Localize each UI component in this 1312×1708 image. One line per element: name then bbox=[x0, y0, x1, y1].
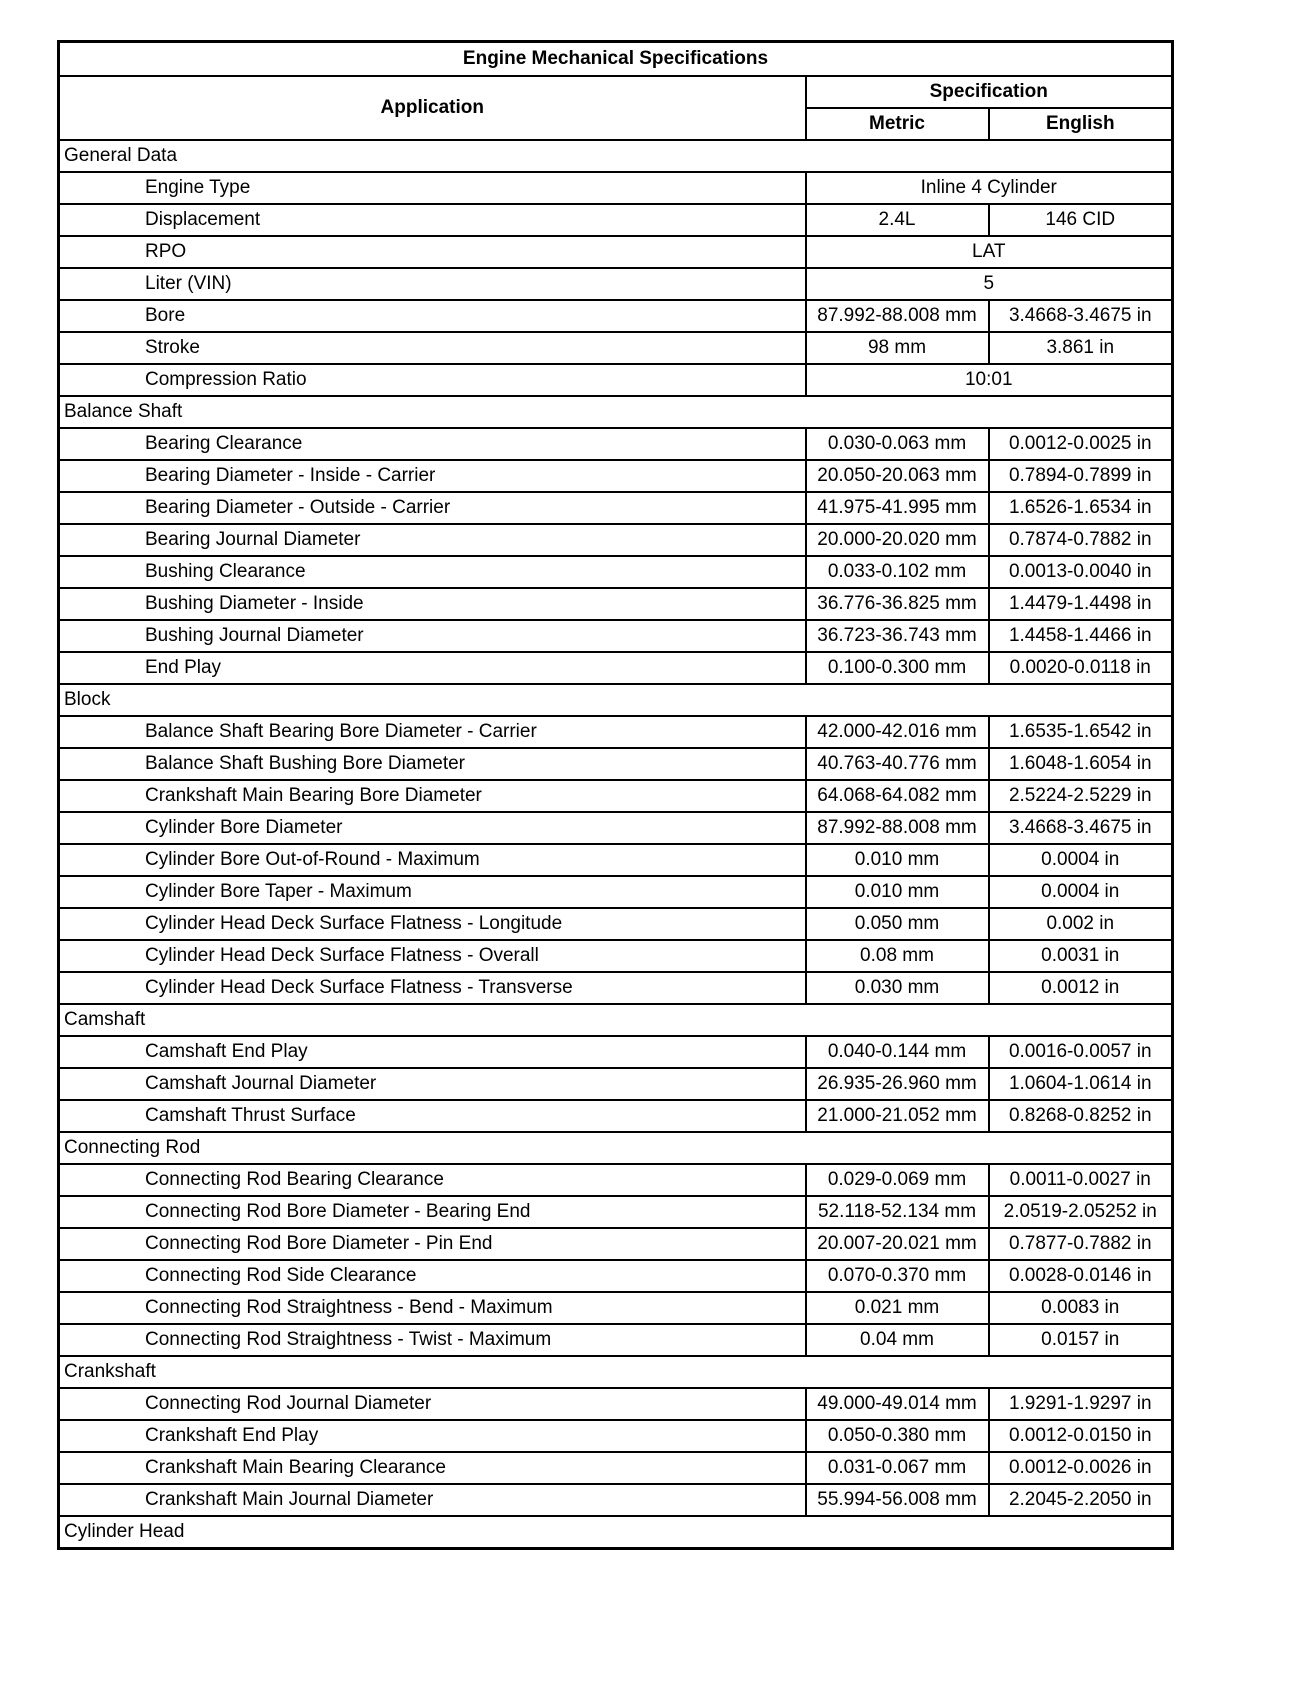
spec-label: Camshaft Thrust Surface bbox=[59, 1100, 806, 1132]
section-heading: Cylinder Head bbox=[59, 1516, 1173, 1549]
spec-value-english: 0.0020-0.0118 in bbox=[989, 652, 1173, 684]
metric-header: Metric bbox=[806, 108, 989, 140]
table-header bbox=[59, 42, 1173, 141]
spec-value-english: 3.4668-3.4675 in bbox=[989, 300, 1173, 332]
spec-value-english: 0.0083 in bbox=[989, 1292, 1173, 1324]
spec-label: Connecting Rod Side Clearance bbox=[59, 1260, 806, 1292]
spec-value-metric: 0.070-0.370 mm bbox=[806, 1260, 989, 1292]
table-row bbox=[59, 1452, 1173, 1484]
spec-value-combined: 5 bbox=[806, 268, 1173, 300]
spec-label: Cylinder Head Deck Surface Flatness - Transverse bbox=[59, 972, 806, 1004]
table-row bbox=[59, 492, 1173, 524]
spec-value-english: 2.5224-2.5229 in bbox=[989, 780, 1173, 812]
table-row bbox=[59, 620, 1173, 652]
spec-value-english: 0.002 in bbox=[989, 908, 1173, 940]
spec-label: Bushing Clearance bbox=[59, 556, 806, 588]
spec-label: End Play bbox=[59, 652, 806, 684]
spec-value-metric: 36.776-36.825 mm bbox=[806, 588, 989, 620]
spec-label: Camshaft Journal Diameter bbox=[59, 1068, 806, 1100]
spec-value-combined: LAT bbox=[806, 236, 1173, 268]
table-row bbox=[59, 1036, 1173, 1068]
spec-value-metric: 41.975-41.995 mm bbox=[806, 492, 989, 524]
section-row bbox=[59, 1356, 1173, 1388]
spec-value-english: 0.0012 in bbox=[989, 972, 1173, 1004]
table-row bbox=[59, 268, 1173, 300]
table-row bbox=[59, 236, 1173, 268]
spec-value-metric: 0.030-0.063 mm bbox=[806, 428, 989, 460]
spec-value-english: 0.7874-0.7882 in bbox=[989, 524, 1173, 556]
table-row bbox=[59, 844, 1173, 876]
spec-label: Bearing Diameter - Inside - Carrier bbox=[59, 460, 806, 492]
spec-label: Connecting Rod Bore Diameter - Bearing End bbox=[59, 1196, 806, 1228]
spec-label: RPO bbox=[59, 236, 806, 268]
section-heading: Balance Shaft bbox=[59, 396, 1173, 428]
spec-value-metric: 87.992-88.008 mm bbox=[806, 300, 989, 332]
spec-value-metric: 98 mm bbox=[806, 332, 989, 364]
spec-value-english: 0.7894-0.7899 in bbox=[989, 460, 1173, 492]
section-heading: Camshaft bbox=[59, 1004, 1173, 1036]
spec-value-english: 1.4479-1.4498 in bbox=[989, 588, 1173, 620]
table-row bbox=[59, 876, 1173, 908]
spec-label: Liter (VIN) bbox=[59, 268, 806, 300]
english-header: English bbox=[989, 108, 1173, 140]
spec-value-english: 0.0012-0.0026 in bbox=[989, 1452, 1173, 1484]
spec-value-metric: 52.118-52.134 mm bbox=[806, 1196, 989, 1228]
spec-label: Crankshaft Main Bearing Bore Diameter bbox=[59, 780, 806, 812]
table-row bbox=[59, 748, 1173, 780]
spec-value-english: 2.0519-2.05252 in bbox=[989, 1196, 1173, 1228]
table-row bbox=[59, 812, 1173, 844]
spec-label: Bearing Diameter - Outside - Carrier bbox=[59, 492, 806, 524]
table-row bbox=[59, 908, 1173, 940]
table-row bbox=[59, 1196, 1173, 1228]
spec-value-metric: 0.08 mm bbox=[806, 940, 989, 972]
spec-value-metric: 0.029-0.069 mm bbox=[806, 1164, 989, 1196]
section-heading: General Data bbox=[59, 140, 1173, 172]
spec-value-metric: 55.994-56.008 mm bbox=[806, 1484, 989, 1516]
spec-value-metric: 26.935-26.960 mm bbox=[806, 1068, 989, 1100]
spec-value-combined: Inline 4 Cylinder bbox=[806, 172, 1173, 204]
spec-value-metric: 0.021 mm bbox=[806, 1292, 989, 1324]
spec-value-metric: 0.030 mm bbox=[806, 972, 989, 1004]
spec-value-metric: 20.050-20.063 mm bbox=[806, 460, 989, 492]
spec-value-english: 1.6535-1.6542 in bbox=[989, 716, 1173, 748]
spec-label: Connecting Rod Straightness - Twist - Maximum bbox=[59, 1324, 806, 1356]
spec-value-metric: 20.007-20.021 mm bbox=[806, 1228, 989, 1260]
section-row bbox=[59, 140, 1173, 172]
spec-value-english: 3.4668-3.4675 in bbox=[989, 812, 1173, 844]
spec-value-english: 0.0004 in bbox=[989, 844, 1173, 876]
spec-value-english: 146 CID bbox=[989, 204, 1173, 236]
table-row bbox=[59, 972, 1173, 1004]
table-row bbox=[59, 172, 1173, 204]
header-row-1 bbox=[59, 76, 1173, 108]
spec-label: Cylinder Bore Out-of-Round - Maximum bbox=[59, 844, 806, 876]
table-row bbox=[59, 1068, 1173, 1100]
spec-value-metric: 0.04 mm bbox=[806, 1324, 989, 1356]
spec-value-metric: 0.010 mm bbox=[806, 876, 989, 908]
spec-label: Connecting Rod Bore Diameter - Pin End bbox=[59, 1228, 806, 1260]
spec-value-english: 0.8268-0.8252 in bbox=[989, 1100, 1173, 1132]
table-row bbox=[59, 524, 1173, 556]
spec-label: Crankshaft Main Journal Diameter bbox=[59, 1484, 806, 1516]
spec-value-english: 0.0012-0.0150 in bbox=[989, 1420, 1173, 1452]
spec-label: Balance Shaft Bearing Bore Diameter - Carrier bbox=[59, 716, 806, 748]
spec-value-english: 1.9291-1.9297 in bbox=[989, 1388, 1173, 1420]
section-row bbox=[59, 1516, 1173, 1549]
engine-spec-table bbox=[57, 40, 1174, 1550]
spec-value-english: 2.2045-2.2050 in bbox=[989, 1484, 1173, 1516]
application-header: Application bbox=[59, 76, 806, 140]
spec-label: Camshaft End Play bbox=[59, 1036, 806, 1068]
spec-value-metric: 2.4L bbox=[806, 204, 989, 236]
section-row bbox=[59, 684, 1173, 716]
spec-label: Connecting Rod Bearing Clearance bbox=[59, 1164, 806, 1196]
spec-value-english: 0.0157 in bbox=[989, 1324, 1173, 1356]
spec-value-english: 1.6526-1.6534 in bbox=[989, 492, 1173, 524]
spec-label: Bearing Journal Diameter bbox=[59, 524, 806, 556]
table-row bbox=[59, 460, 1173, 492]
spec-value-metric: 21.000-21.052 mm bbox=[806, 1100, 989, 1132]
spec-label: Bushing Diameter - Inside bbox=[59, 588, 806, 620]
specification-header: Specification bbox=[806, 76, 1173, 108]
spec-label: Bushing Journal Diameter bbox=[59, 620, 806, 652]
spec-label: Cylinder Bore Taper - Maximum bbox=[59, 876, 806, 908]
table-row bbox=[59, 1292, 1173, 1324]
table-title: Engine Mechanical Specifications bbox=[59, 42, 1173, 77]
table-row bbox=[59, 1420, 1173, 1452]
section-heading: Crankshaft bbox=[59, 1356, 1173, 1388]
spec-value-english: 0.7877-0.7882 in bbox=[989, 1228, 1173, 1260]
spec-label: Engine Type bbox=[59, 172, 806, 204]
spec-value-english: 0.0012-0.0025 in bbox=[989, 428, 1173, 460]
spec-value-english: 3.861 in bbox=[989, 332, 1173, 364]
table-row bbox=[59, 1388, 1173, 1420]
table-row bbox=[59, 204, 1173, 236]
spec-value-metric: 0.050-0.380 mm bbox=[806, 1420, 989, 1452]
table-row bbox=[59, 364, 1173, 396]
spec-value-metric: 36.723-36.743 mm bbox=[806, 620, 989, 652]
spec-value-metric: 0.033-0.102 mm bbox=[806, 556, 989, 588]
spec-label: Bearing Clearance bbox=[59, 428, 806, 460]
title-row bbox=[59, 42, 1173, 77]
spec-label: Cylinder Bore Diameter bbox=[59, 812, 806, 844]
table-body bbox=[59, 140, 1173, 1549]
spec-value-metric: 0.010 mm bbox=[806, 844, 989, 876]
section-row bbox=[59, 1004, 1173, 1036]
spec-value-english: 1.0604-1.0614 in bbox=[989, 1068, 1173, 1100]
spec-value-combined: 10:01 bbox=[806, 364, 1173, 396]
spec-label: Connecting Rod Journal Diameter bbox=[59, 1388, 806, 1420]
spec-value-metric: 87.992-88.008 mm bbox=[806, 812, 989, 844]
spec-label: Connecting Rod Straightness - Bend - Maximum bbox=[59, 1292, 806, 1324]
spec-label: Bore bbox=[59, 300, 806, 332]
spec-value-english: 0.0016-0.0057 in bbox=[989, 1036, 1173, 1068]
spec-value-english: 0.0004 in bbox=[989, 876, 1173, 908]
spec-label: Crankshaft Main Bearing Clearance bbox=[59, 1452, 806, 1484]
table-row bbox=[59, 1100, 1173, 1132]
spec-value-metric: 0.040-0.144 mm bbox=[806, 1036, 989, 1068]
table-row bbox=[59, 1228, 1173, 1260]
spec-value-metric: 49.000-49.014 mm bbox=[806, 1388, 989, 1420]
table-row bbox=[59, 652, 1173, 684]
section-heading: Connecting Rod bbox=[59, 1132, 1173, 1164]
table-row bbox=[59, 556, 1173, 588]
spec-label: Stroke bbox=[59, 332, 806, 364]
table-row bbox=[59, 300, 1173, 332]
table-row bbox=[59, 428, 1173, 460]
spec-value-english: 0.0013-0.0040 in bbox=[989, 556, 1173, 588]
section-row bbox=[59, 1132, 1173, 1164]
spec-value-english: 0.0028-0.0146 in bbox=[989, 1260, 1173, 1292]
spec-value-metric: 20.000-20.020 mm bbox=[806, 524, 989, 556]
spec-value-english: 1.4458-1.4466 in bbox=[989, 620, 1173, 652]
table-row bbox=[59, 1164, 1173, 1196]
spec-label: Cylinder Head Deck Surface Flatness - Longitude bbox=[59, 908, 806, 940]
spec-label: Compression Ratio bbox=[59, 364, 806, 396]
table-row bbox=[59, 588, 1173, 620]
table-row bbox=[59, 716, 1173, 748]
spec-value-metric: 64.068-64.082 mm bbox=[806, 780, 989, 812]
table-row bbox=[59, 940, 1173, 972]
spec-value-metric: 0.100-0.300 mm bbox=[806, 652, 989, 684]
spec-value-metric: 40.763-40.776 mm bbox=[806, 748, 989, 780]
spec-value-english: 0.0011-0.0027 in bbox=[989, 1164, 1173, 1196]
spec-label: Displacement bbox=[59, 204, 806, 236]
table-row bbox=[59, 1260, 1173, 1292]
spec-value-metric: 42.000-42.016 mm bbox=[806, 716, 989, 748]
spec-value-english: 0.0031 in bbox=[989, 940, 1173, 972]
section-row bbox=[59, 396, 1173, 428]
spec-value-metric: 0.050 mm bbox=[806, 908, 989, 940]
table-row bbox=[59, 780, 1173, 812]
table-row bbox=[59, 1484, 1173, 1516]
spec-label: Crankshaft End Play bbox=[59, 1420, 806, 1452]
spec-label: Balance Shaft Bushing Bore Diameter bbox=[59, 748, 806, 780]
spec-value-metric: 0.031-0.067 mm bbox=[806, 1452, 989, 1484]
table-row bbox=[59, 1324, 1173, 1356]
spec-label: Cylinder Head Deck Surface Flatness - Overall bbox=[59, 940, 806, 972]
table-row bbox=[59, 332, 1173, 364]
spec-value-english: 1.6048-1.6054 in bbox=[989, 748, 1173, 780]
section-heading: Block bbox=[59, 684, 1173, 716]
